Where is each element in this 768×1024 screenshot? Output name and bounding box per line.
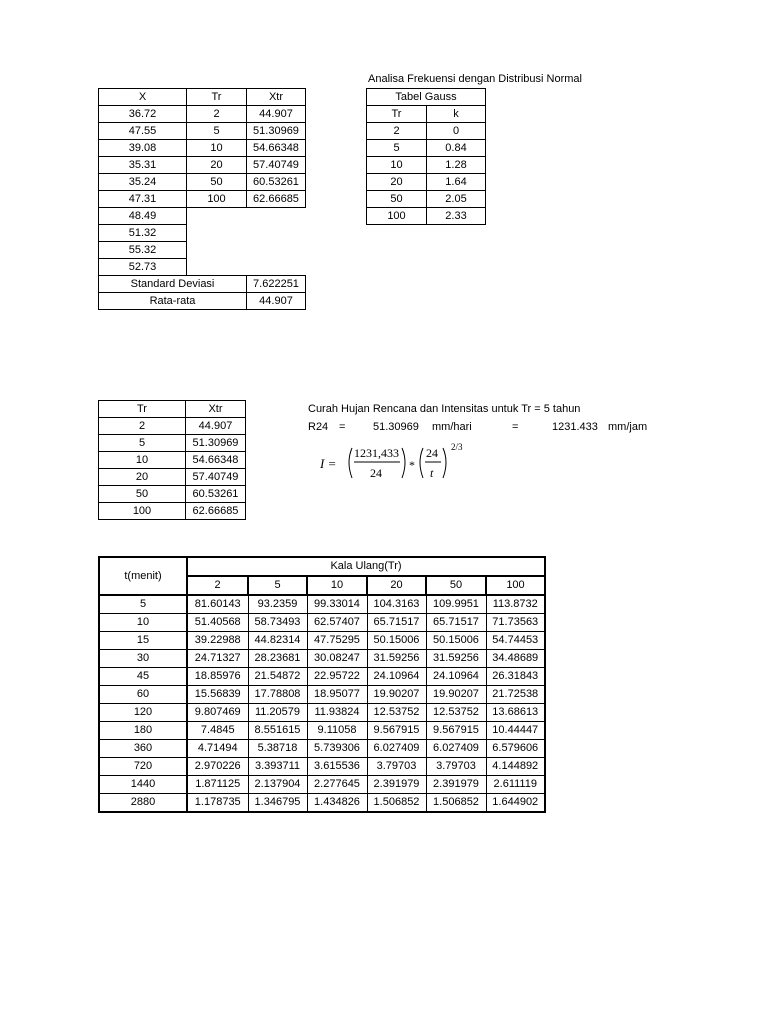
duration-value: 360: [99, 740, 187, 758]
std-value: 7.622251: [247, 276, 306, 293]
intensity-value: 71.73563: [486, 614, 545, 632]
intensity-value: 54.74453: [486, 632, 545, 650]
tr-value: 50: [367, 191, 427, 208]
table-row: [99, 704, 545, 722]
empty-cell: [187, 242, 306, 259]
table-row: [99, 106, 306, 123]
x-value: 48.49: [99, 208, 187, 225]
intensity-value: 3.79703: [426, 758, 486, 776]
table-row: [99, 686, 545, 704]
intensity-value: 1.506852: [426, 794, 486, 813]
duration-value: 720: [99, 758, 187, 776]
tr-value: 5: [367, 140, 427, 157]
gauss-table: [366, 88, 486, 225]
gauss-title: Tabel Gauss: [367, 89, 486, 106]
tr-value: 50: [187, 174, 247, 191]
intensity-value: 12.53752: [367, 704, 426, 722]
xtr-value: 44.907: [247, 106, 306, 123]
intensity-value: 50.15006: [367, 632, 426, 650]
table-row: [99, 650, 545, 668]
intensity-value: 24.10964: [426, 668, 486, 686]
tr-header: 50: [426, 576, 486, 595]
intensity-value: 8.551615: [248, 722, 307, 740]
table-row: [367, 191, 486, 208]
empty-cell: [187, 208, 306, 225]
table-row: [99, 469, 246, 486]
duration-value: 45: [99, 668, 187, 686]
tr-header: 2: [187, 576, 248, 595]
duration-value: 1440: [99, 776, 187, 794]
table-row: [99, 208, 306, 225]
intensity-table: [98, 556, 546, 813]
r24-unit: mm/hari: [432, 421, 472, 433]
std-label: Standard Deviasi: [99, 276, 247, 293]
tr-value: 2: [187, 106, 247, 123]
column-header: Tr: [187, 89, 247, 106]
tr-value: 20: [187, 157, 247, 174]
intensity-value: 31.59256: [367, 650, 426, 668]
intensity-value: 104.3163: [367, 595, 426, 614]
table-row: [99, 595, 545, 614]
intensity-value: 39.22988: [187, 632, 248, 650]
intensity-value: 62.57407: [307, 614, 367, 632]
table-row: [99, 242, 306, 259]
intensity-value: 19.90207: [367, 686, 426, 704]
tr-value: 2: [99, 418, 186, 435]
intensity-value: 81.60143: [187, 595, 248, 614]
tr-value: 5: [99, 435, 186, 452]
x-value: 51.32: [99, 225, 187, 242]
table-row: [99, 418, 246, 435]
xtr-value: 44.907: [186, 418, 246, 435]
xtr-value: 60.53261: [247, 174, 306, 191]
intensity-value: 58.73493: [248, 614, 307, 632]
tr-value: 2: [367, 123, 427, 140]
intensity-value: 1.178735: [187, 794, 248, 813]
x-value: 36.72: [99, 106, 187, 123]
intensity-formula: [320, 440, 490, 484]
intensity-value: 24.10964: [367, 668, 426, 686]
std-row: [99, 276, 306, 293]
intensity-value: 1.644902: [486, 794, 545, 813]
intensity-value: 9.567915: [426, 722, 486, 740]
intensity-value: 18.95077: [307, 686, 367, 704]
intensity-value: 2.137904: [248, 776, 307, 794]
xtr-value: 51.30969: [186, 435, 246, 452]
intensity-value: 18.85976: [187, 668, 248, 686]
intensity-value: 3.615536: [307, 758, 367, 776]
formula-exponent: 2/3: [451, 442, 463, 452]
table-row: [99, 722, 545, 740]
table-row: [99, 758, 545, 776]
tr-header: 5: [248, 576, 307, 595]
intensity-value: 17.78808: [248, 686, 307, 704]
table-row: [99, 668, 545, 686]
tr-value: 10: [99, 452, 186, 469]
x-value: 55.32: [99, 242, 187, 259]
x-value: 47.31: [99, 191, 187, 208]
xtr-value: 57.40749: [186, 469, 246, 486]
table-row: [99, 776, 545, 794]
duration-value: 180: [99, 722, 187, 740]
table-row: [367, 208, 486, 225]
xtr-value: 54.66348: [186, 452, 246, 469]
column-header: Xtr: [186, 401, 246, 418]
table-row: [99, 123, 306, 140]
duration-value: 60: [99, 686, 187, 704]
table-row: [99, 632, 545, 650]
intensity-value: 26.31843: [486, 668, 545, 686]
mean-value: 44.907: [247, 293, 306, 310]
tr-header: 20: [367, 576, 426, 595]
intensity-value: 34.48689: [486, 650, 545, 668]
equals-sign: =: [512, 421, 519, 433]
table-header-row: [99, 401, 246, 418]
intensity-value: 4.144892: [486, 758, 545, 776]
empty-cell: [187, 225, 306, 242]
hourly-unit: mm/jam: [608, 421, 648, 433]
intensity-value: 21.72538: [486, 686, 545, 704]
table-row: [367, 140, 486, 157]
kala-ulang-header: Kala Ulang(Tr): [187, 557, 545, 576]
intensity-value: 28.23681: [248, 650, 307, 668]
duration-value: 120: [99, 704, 187, 722]
xtr-value: 54.66348: [247, 140, 306, 157]
r24-value: 51.30969: [373, 421, 419, 433]
tr-value: 50: [99, 486, 186, 503]
x-value: 47.55: [99, 123, 187, 140]
intensity-value: 1.434826: [307, 794, 367, 813]
intensity-value: 3.79703: [367, 758, 426, 776]
formula-num2: 24: [426, 446, 438, 460]
intensity-value: 113.8732: [486, 595, 545, 614]
formula-den1: 24: [370, 466, 382, 480]
intensity-value: 44.82314: [248, 632, 307, 650]
k-value: 2.33: [427, 208, 486, 225]
intensity-value: 2.970226: [187, 758, 248, 776]
frequency-table: [98, 88, 306, 310]
table-row: [99, 140, 306, 157]
hourly-value: 1231.433: [552, 421, 598, 433]
xtr-value: 62.66685: [247, 191, 306, 208]
table-row: [99, 452, 246, 469]
intensity-value: 13.68613: [486, 704, 545, 722]
tr-header: 100: [486, 576, 545, 595]
intensity-value: 21.54872: [248, 668, 307, 686]
intensity-value: 9.11058: [307, 722, 367, 740]
tr-header: 10: [307, 576, 367, 595]
formula-den2: t: [430, 466, 434, 480]
mean-row: [99, 293, 306, 310]
intensity-value: 51.40568: [187, 614, 248, 632]
tr-value: 10: [367, 157, 427, 174]
tr-value: 100: [367, 208, 427, 225]
table-row: [99, 614, 545, 632]
intensity-value: 65.71517: [426, 614, 486, 632]
rain-title: Curah Hujan Rencana dan Intensitas untuk Tr = 5 tahun: [308, 403, 581, 415]
table-row: [99, 435, 246, 452]
column-header: Tr: [367, 106, 427, 123]
intensity-value: 93.2359: [248, 595, 307, 614]
intensity-value: 11.20579: [248, 704, 307, 722]
column-header: Xtr: [247, 89, 306, 106]
xtr-value: 57.40749: [247, 157, 306, 174]
table-row: [99, 794, 545, 813]
r24-equals: =: [339, 421, 346, 433]
formula-star: *: [409, 458, 415, 472]
table-row: [99, 259, 306, 276]
intensity-value: 12.53752: [426, 704, 486, 722]
xtr-value: 51.30969: [247, 123, 306, 140]
table-row: [99, 486, 246, 503]
intensity-value: 65.71517: [367, 614, 426, 632]
intensity-value: 2.611119: [486, 776, 545, 794]
intensity-value: 1.871125: [187, 776, 248, 794]
x-value: 39.08: [99, 140, 187, 157]
intensity-value: 22.95722: [307, 668, 367, 686]
intensity-value: 3.393711: [248, 758, 307, 776]
intensity-value: 6.579606: [486, 740, 545, 758]
intensity-value: 1.506852: [367, 794, 426, 813]
column-header: Tr: [99, 401, 186, 418]
intensity-value: 5.38718: [248, 740, 307, 758]
column-header: X: [99, 89, 187, 106]
intensity-value: 4.71494: [187, 740, 248, 758]
tr-xtr-table: [98, 400, 246, 520]
table-row: [367, 174, 486, 191]
r24-label: R24: [308, 421, 329, 433]
duration-value: 2880: [99, 794, 187, 813]
table-row: [367, 123, 486, 140]
table-row: [99, 503, 246, 520]
duration-value: 5: [99, 595, 187, 614]
intensity-value: 24.71327: [187, 650, 248, 668]
duration-value: 30: [99, 650, 187, 668]
intensity-value: 47.75295: [307, 632, 367, 650]
intensity-value: 2.391979: [426, 776, 486, 794]
formula-lhs: I =: [320, 456, 337, 471]
tr-value: 10: [187, 140, 247, 157]
intensity-value: 109.9951: [426, 595, 486, 614]
tr-value: 100: [187, 191, 247, 208]
tr-value: 100: [99, 503, 186, 520]
k-value: 0.84: [427, 140, 486, 157]
x-value: 35.31: [99, 157, 187, 174]
intensity-value: 50.15006: [426, 632, 486, 650]
intensity-value: 11.93824: [307, 704, 367, 722]
analysis-title: Analisa Frekuensi dengan Distribusi Normal: [368, 73, 582, 85]
t-menit-header: t(menit): [99, 557, 187, 595]
xtr-value: 60.53261: [186, 486, 246, 503]
gauss-header-row: [367, 106, 486, 123]
intensity-value: 9.807469: [187, 704, 248, 722]
table-row: [99, 174, 306, 191]
intensity-value: 19.90207: [426, 686, 486, 704]
x-value: 35.24: [99, 174, 187, 191]
intensity-value: 6.027409: [426, 740, 486, 758]
intensity-value: 5.739306: [307, 740, 367, 758]
duration-value: 10: [99, 614, 187, 632]
table-row: [99, 225, 306, 242]
intensity-value: 99.33014: [307, 595, 367, 614]
intensity-value: 1.346795: [248, 794, 307, 813]
tr-value: 20: [367, 174, 427, 191]
intensity-value: 30.08247: [307, 650, 367, 668]
table-header-row: [99, 89, 306, 106]
intensity-value: 9.567915: [367, 722, 426, 740]
intensity-value: 10.44447: [486, 722, 545, 740]
table-row: [99, 157, 306, 174]
x-value: 52.73: [99, 259, 187, 276]
intensity-value: 7.4845: [187, 722, 248, 740]
intensity-value: 31.59256: [426, 650, 486, 668]
table-row: [99, 191, 306, 208]
xtr-value: 62.66685: [186, 503, 246, 520]
k-value: 0: [427, 123, 486, 140]
tr-value: 5: [187, 123, 247, 140]
intensity-value: 6.027409: [367, 740, 426, 758]
intensity-value: 2.391979: [367, 776, 426, 794]
k-value: 1.28: [427, 157, 486, 174]
formula-num1: 1231,433: [354, 446, 399, 460]
tr-value: 20: [99, 469, 186, 486]
k-value: 2.05: [427, 191, 486, 208]
duration-value: 15: [99, 632, 187, 650]
table-row: [367, 157, 486, 174]
mean-label: Rata-rata: [99, 293, 247, 310]
column-header: k: [427, 106, 486, 123]
empty-cell: [187, 259, 306, 276]
intensity-value: 15.56839: [187, 686, 248, 704]
table-row: [99, 740, 545, 758]
k-value: 1.64: [427, 174, 486, 191]
intensity-value: 2.277645: [307, 776, 367, 794]
